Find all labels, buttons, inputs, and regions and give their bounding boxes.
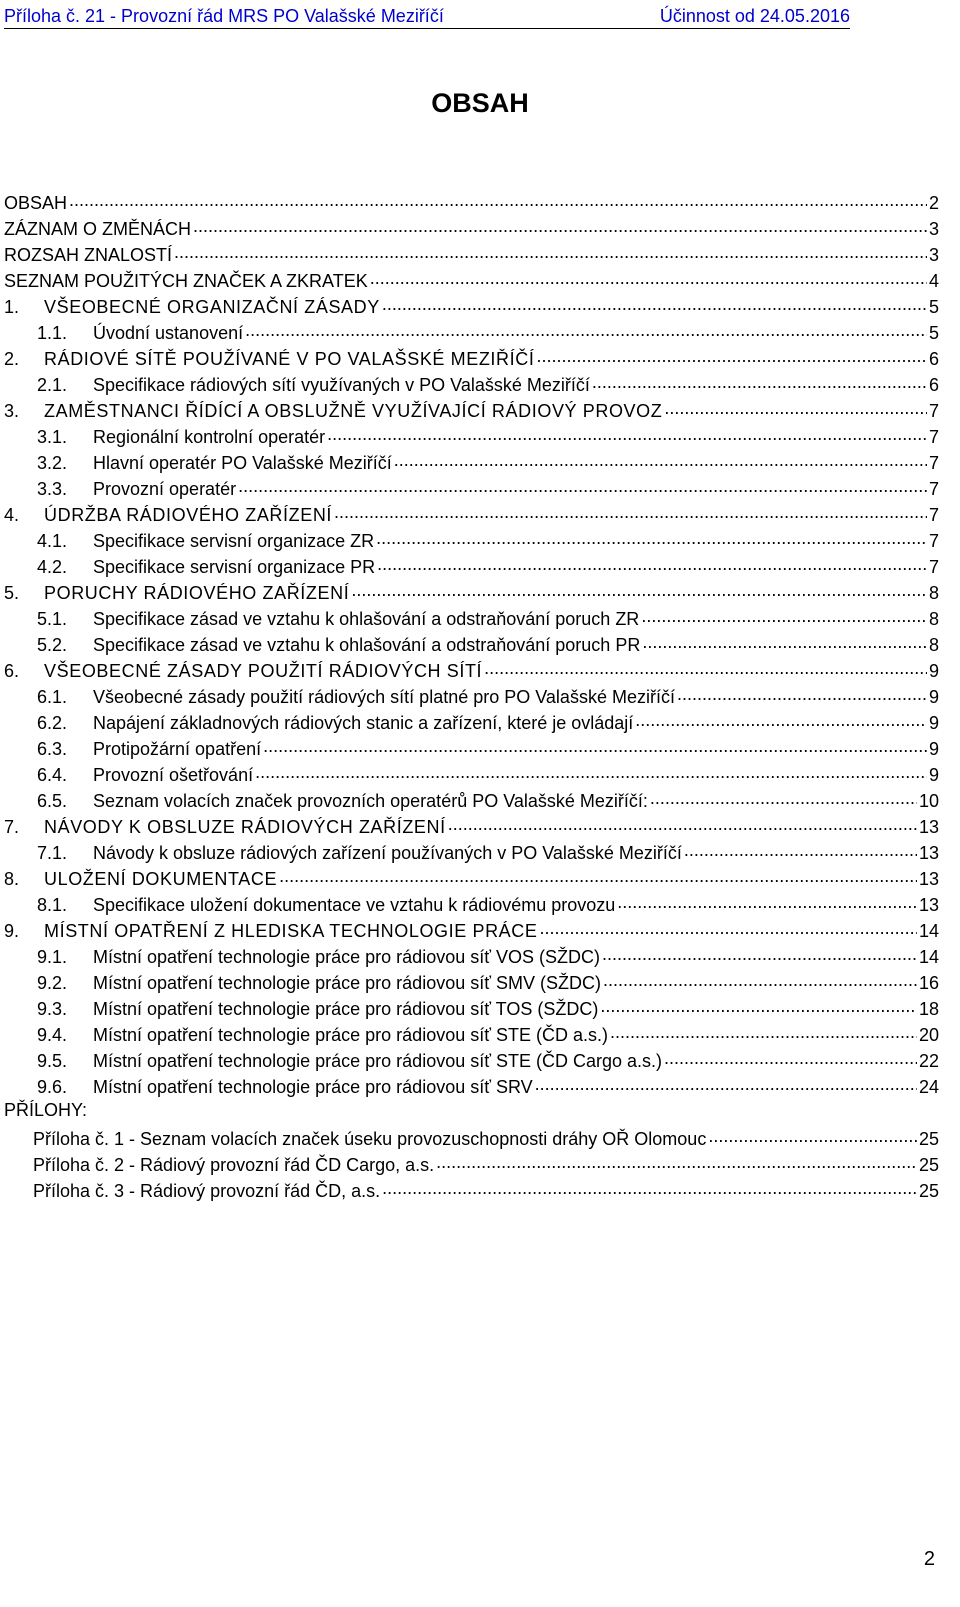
toc-dot-leader — [664, 395, 927, 417]
toc-entry-page: 20 — [918, 1025, 939, 1045]
toc-entry[interactable] — [4, 343, 939, 369]
toc-entry-number: 4. — [4, 505, 20, 525]
toc-entry-page: 9 — [928, 765, 939, 785]
toc-entry-title: SEZNAM POUŽITÝCH ZNAČEK A ZKRATEK — [4, 271, 368, 291]
toc-dot-leader — [279, 863, 917, 885]
toc-entry[interactable] — [4, 395, 939, 421]
toc-entry[interactable] — [4, 291, 939, 317]
toc-entry[interactable] — [4, 811, 939, 837]
toc-entry-page: 9 — [928, 739, 939, 759]
toc-entry-page: 3 — [928, 245, 939, 265]
toc-entry-title: Provozní ošetřování — [93, 765, 254, 785]
toc-entry-page: 14 — [918, 947, 939, 967]
toc-dot-leader — [334, 499, 927, 521]
toc-dot-leader — [600, 993, 917, 1015]
toc-dot-leader — [536, 343, 927, 365]
toc-entry-title: VŠEOBECNÉ ORGANIZAČNÍ ZÁSADY — [44, 297, 380, 317]
toc-entry-number: 9. — [4, 921, 20, 941]
toc-entry-title: Návody k obsluze rádiových zařízení používaných v PO Valašské Meziříčí — [93, 843, 682, 863]
toc-dot-leader — [603, 967, 917, 989]
toc-entry-title: Místní opatření technologie práce pro rádiovou síť SRV — [93, 1077, 533, 1097]
toc-entry-title: Specifikace rádiových sítí využívaných v PO Valašské Meziříčí — [93, 375, 590, 395]
toc-entry-number: 9.5. — [37, 1051, 68, 1071]
toc-entry-number: 7.1. — [37, 843, 68, 863]
toc-dot-leader — [370, 265, 927, 287]
toc-dot-leader — [684, 837, 917, 859]
toc-dot-leader — [174, 239, 927, 261]
toc-entry-title: ZAMĚSTNANCI ŘÍDÍCÍ A OBSLUŽNĚ VYUŽÍVAJÍCÍ RÁDIOVÝ PROVOZ — [44, 401, 663, 421]
toc-dot-leader — [641, 603, 927, 625]
toc-entry-number: 5.1. — [37, 609, 68, 629]
toc-entry-page: 7 — [928, 531, 939, 551]
toc-entry-title: NÁVODY K OBSLUZE RÁDIOVÝCH ZAŘÍZENÍ — [44, 817, 446, 837]
toc-entry[interactable] — [4, 733, 939, 759]
toc-entry-title: Protipožární opatření — [93, 739, 262, 759]
toc-entry[interactable] — [4, 863, 939, 889]
toc-entry-number: 9.6. — [37, 1077, 68, 1097]
toc-entry-title: Příloha č. 1 - Seznam volacích značek úseku provozuschopnosti dráhy OŘ Olomouc — [33, 1129, 707, 1149]
toc-entry-page: 9 — [928, 661, 939, 681]
toc-entry-page: 7 — [928, 479, 939, 499]
toc-dot-leader — [193, 213, 927, 235]
toc-dot-leader — [642, 629, 927, 651]
toc-appendix-entry[interactable] — [4, 1123, 939, 1149]
toc-dot-leader — [448, 811, 917, 833]
toc-entry-title: Úvodní ustanovení — [93, 323, 244, 343]
toc-entry-number: 6.4. — [37, 765, 68, 785]
toc-entry-number: 5.2. — [37, 635, 68, 655]
toc-dot-leader — [376, 525, 927, 547]
toc-entry-number: 1. — [4, 297, 20, 317]
toc-entry[interactable] — [4, 707, 939, 733]
toc-entry-title: ÚDRŽBA RÁDIOVÉHO ZAŘÍZENÍ — [44, 505, 333, 525]
toc-entry-page: 8 — [928, 609, 939, 629]
toc-entry-page: 9 — [928, 687, 939, 707]
toc-entry-number: 9.4. — [37, 1025, 68, 1045]
toc-entry[interactable] — [4, 759, 939, 785]
toc-entry-title: Napájení základnových rádiových stanic a zařízení, které je ovládají — [93, 713, 634, 733]
toc-entry-title: PORUCHY RÁDIOVÉHO ZAŘÍZENÍ — [44, 583, 350, 603]
toc-entry-page: 7 — [928, 505, 939, 525]
toc-entry-number: 6.1. — [37, 687, 68, 707]
toc-entry[interactable] — [4, 655, 939, 681]
toc-entry[interactable] — [4, 369, 939, 395]
toc-entry-number: 5. — [4, 583, 20, 603]
toc-entry[interactable] — [4, 265, 939, 291]
toc-entry-page: 7 — [928, 401, 939, 421]
toc-entry-title: MÍSTNÍ OPATŘENÍ Z HLEDISKA TECHNOLOGIE PRÁCE — [44, 921, 538, 941]
toc-entry-page: 25 — [918, 1155, 939, 1175]
toc-entry-number: 3.1. — [37, 427, 68, 447]
page-title: OBSAH — [431, 88, 529, 118]
header-effective-date: Účinnost od 24.05.2016 — [659, 6, 850, 26]
toc-dot-leader — [484, 655, 927, 677]
toc-entry[interactable] — [4, 993, 939, 1019]
toc-entry-title: Místní opatření technologie práce pro rádiovou síť SMV (SŽDC) — [93, 973, 601, 993]
toc-entry-number: 4.2. — [37, 557, 68, 577]
toc-dot-leader — [664, 1045, 917, 1067]
toc-entry-title: Specifikace servisní organizace ZR — [93, 531, 375, 551]
toc-entry-title: Specifikace uložení dokumentace ve vztahu k rádiovému provozu — [93, 895, 616, 915]
toc-entry-page: 22 — [918, 1051, 939, 1071]
toc-entry[interactable] — [4, 317, 939, 343]
toc-entry-number: 6. — [4, 661, 20, 681]
toc-entry-page: 7 — [928, 427, 939, 447]
toc-dot-leader — [540, 915, 917, 937]
toc-entry-title: Místní opatření technologie práce pro rádiovou síť STE (ČD a.s.) — [93, 1025, 608, 1045]
toc-entry-number: 9.3. — [37, 999, 68, 1019]
toc-entry-page: 13 — [918, 817, 939, 837]
toc-entry-number: 2. — [4, 349, 20, 369]
toc-dot-leader — [245, 317, 927, 339]
toc-entry-title: ZÁZNAM O ZMĚNÁCH — [4, 219, 191, 239]
toc-entry-page: 8 — [928, 583, 939, 603]
toc-entry-page: 16 — [918, 973, 939, 993]
toc-dot-leader — [535, 1071, 917, 1093]
toc-entry-page: 25 — [918, 1181, 939, 1201]
toc-entry[interactable] — [4, 967, 939, 993]
running-header — [4, 4, 850, 29]
toc-entry-number: 9.2. — [37, 973, 68, 993]
toc-entry-number: 6.5. — [37, 791, 68, 811]
toc-dot-leader — [677, 681, 927, 703]
toc-entry[interactable] — [4, 577, 939, 603]
toc-entry-number: 3. — [4, 401, 20, 421]
toc-entry-page: 5 — [928, 323, 939, 343]
toc-entry-page: 10 — [918, 791, 939, 811]
toc-entry-title: RÁDIOVÉ SÍTĚ POUŽÍVANÉ V PO VALAŠSKÉ MEZIŘÍČÍ — [44, 349, 535, 369]
toc-dot-leader — [351, 577, 927, 599]
toc-entry-title: Specifikace zásad ve vztahu k ohlašování a odstraňování poruch ZR — [93, 609, 640, 629]
toc-entry-title: Místní opatření technologie práce pro rádiovou síť STE (ČD Cargo a.s.) — [93, 1051, 663, 1071]
toc-entry-title: Regionální kontrolní operatér — [93, 427, 326, 447]
toc-section-label — [4, 1097, 939, 1123]
toc-entry-page: 8 — [928, 635, 939, 655]
toc-dot-leader — [394, 447, 927, 469]
toc-entry[interactable] — [4, 421, 939, 447]
toc-dot-leader — [708, 1123, 917, 1145]
toc-entry-page: 13 — [918, 895, 939, 915]
toc-entry-title: Seznam volacích značek provozních operatérů PO Valašské Meziříčí: — [93, 791, 648, 811]
toc-entry[interactable] — [4, 473, 939, 499]
toc-dot-leader — [263, 733, 927, 755]
toc-entry-page: 24 — [918, 1077, 939, 1097]
toc-entry-page: 6 — [928, 349, 939, 369]
toc-entry-title: Příloha č. 2 - Rádiový provozní řád ČD Cargo, a.s. — [33, 1155, 435, 1175]
toc-entry[interactable] — [4, 889, 939, 915]
toc-entry-number: 8. — [4, 869, 20, 889]
toc-entry[interactable] — [4, 447, 939, 473]
toc-entry[interactable] — [4, 239, 939, 265]
toc-entry-page: 9 — [928, 713, 939, 733]
toc-entry-page: 3 — [928, 219, 939, 239]
toc-entry[interactable] — [4, 551, 939, 577]
toc-dot-leader — [436, 1149, 917, 1171]
toc-entry[interactable] — [4, 915, 939, 941]
toc-entry[interactable] — [4, 681, 939, 707]
toc-entry[interactable] — [4, 187, 939, 213]
toc-dot-leader — [382, 1175, 917, 1197]
toc-entry-title: Všeobecné zásady použití rádiových sítí platné pro PO Valašské Meziříčí — [93, 687, 675, 707]
toc-dot-leader — [69, 187, 927, 209]
toc-entry-number: 6.2. — [37, 713, 68, 733]
toc-dot-leader — [255, 759, 927, 781]
toc-appendix-entry[interactable] — [4, 1149, 939, 1175]
toc-dot-leader — [382, 291, 927, 313]
toc-entry-title: Místní opatření technologie práce pro rádiovou síť VOS (SŽDC) — [93, 947, 600, 967]
toc-entry[interactable] — [4, 941, 939, 967]
toc-dot-leader — [602, 941, 917, 963]
toc-entry-number: 9.1. — [37, 947, 68, 967]
toc-entry[interactable] — [4, 1045, 939, 1071]
toc-entry-title: OBSAH — [4, 193, 68, 213]
toc-entry-title: VŠEOBECNÉ ZÁSADY POUŽITÍ RÁDIOVÝCH SÍTÍ — [44, 661, 483, 681]
toc-entry-number: 2.1. — [37, 375, 68, 395]
toc-entry-title: Specifikace zásad ve vztahu k ohlašování a odstraňování poruch PR — [93, 635, 641, 655]
toc-entry[interactable] — [4, 1071, 939, 1097]
toc-entry[interactable] — [4, 785, 939, 811]
toc-appendix-entry[interactable] — [4, 1175, 939, 1201]
toc-entry[interactable] — [4, 499, 939, 525]
toc-entry-number: 3.2. — [37, 453, 68, 473]
toc-entry-title: Příloha č. 3 - Rádiový provozní řád ČD, a.s. — [33, 1181, 381, 1201]
toc-dot-leader — [610, 1019, 917, 1041]
toc-entry[interactable] — [4, 629, 939, 655]
toc-entry-page: 6 — [928, 375, 939, 395]
toc-entry-title: Specifikace servisní organizace PR — [93, 557, 376, 577]
toc-entry-title: Hlavní operatér PO Valašské Meziříčí — [93, 453, 392, 473]
toc-dot-leader — [238, 473, 927, 495]
toc-entry-number: 6.3. — [37, 739, 68, 759]
toc-dot-leader — [617, 889, 917, 911]
toc-dot-leader — [377, 551, 927, 573]
toc-entry-page: 14 — [918, 921, 939, 941]
page-number: 2 — [923, 1548, 935, 1570]
toc-dot-leader — [650, 785, 917, 807]
toc-dot-leader — [635, 707, 927, 729]
toc-entry-page: 2 — [928, 193, 939, 213]
toc-entry-title: Místní opatření technologie práce pro rádiovou síť TOS (SŽDC) — [93, 999, 599, 1019]
toc-dot-leader — [327, 421, 927, 443]
toc-entry-page: 5 — [928, 297, 939, 317]
toc-entry-title: Provozní operatér — [93, 479, 237, 499]
toc-entry-page: 7 — [928, 453, 939, 473]
toc-entry-page: 13 — [918, 843, 939, 863]
toc-entry-page: 7 — [928, 557, 939, 577]
toc-entry[interactable] — [4, 213, 939, 239]
toc-entry-page: 25 — [918, 1129, 939, 1149]
toc-entry[interactable] — [4, 525, 939, 551]
table-of-contents — [4, 187, 939, 1201]
toc-entry-number: 7. — [4, 817, 20, 837]
toc-entry-number: 3.3. — [37, 479, 68, 499]
toc-entry-title: ULOŽENÍ DOKUMENTACE — [44, 869, 278, 889]
toc-entry[interactable] — [4, 603, 939, 629]
header-document-title: Příloha č. 21 - Provozní řád MRS PO Valašské Meziříčí — [4, 6, 444, 26]
toc-entry-page: 13 — [918, 869, 939, 889]
toc-entry[interactable] — [4, 837, 939, 863]
toc-entry-title: PŘÍLOHY: — [4, 1100, 88, 1120]
toc-entry-number: 4.1. — [37, 531, 68, 551]
toc-entry[interactable] — [4, 1019, 939, 1045]
toc-entry-page: 4 — [928, 271, 939, 291]
toc-entry-page: 18 — [918, 999, 939, 1019]
toc-entry-number: 1.1. — [37, 323, 68, 343]
toc-entry-number: 8.1. — [37, 895, 68, 915]
toc-dot-leader — [592, 369, 927, 391]
toc-entry-title: ROZSAH ZNALOSTÍ — [4, 245, 173, 265]
